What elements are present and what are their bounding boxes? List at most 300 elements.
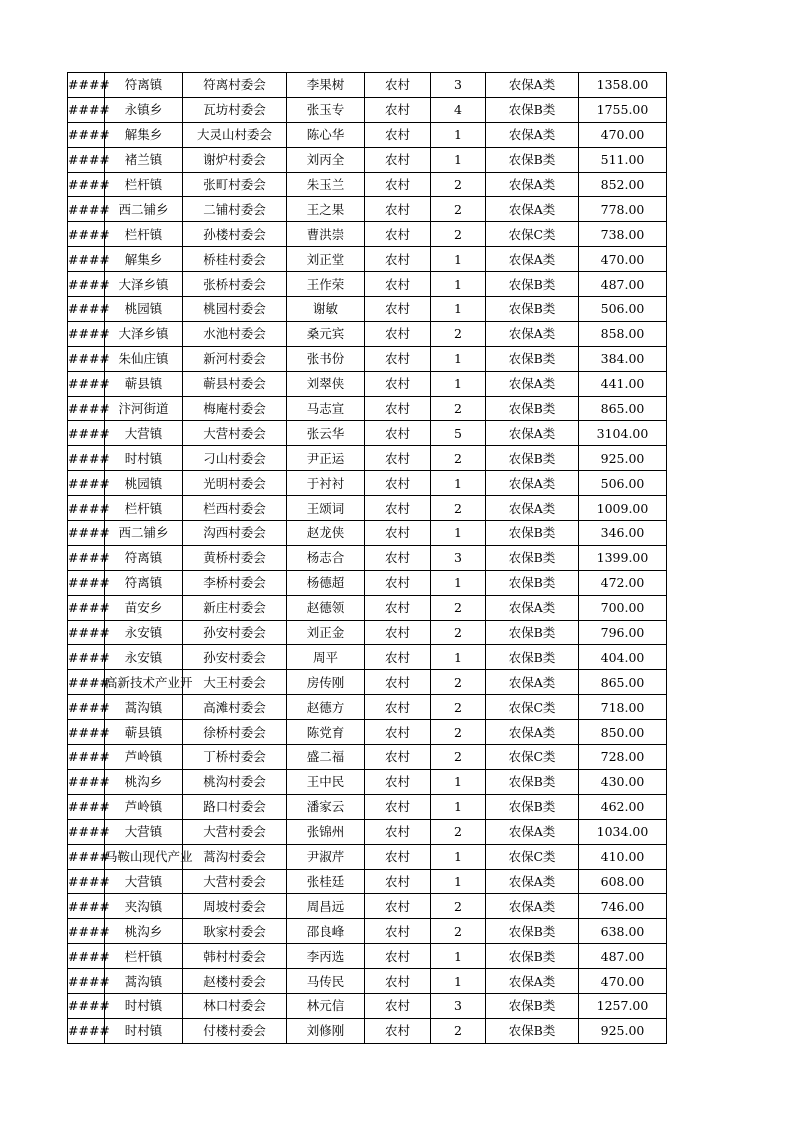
village-committee-cell: 大灵山村委会 xyxy=(183,122,287,147)
town-cell: 西二铺乡 xyxy=(105,197,183,222)
town-cell: 夹沟镇 xyxy=(105,894,183,919)
town-cell: 永镇乡 xyxy=(105,97,183,122)
area-type-cell: 农村 xyxy=(365,745,431,770)
town-cell: 西二铺乡 xyxy=(105,521,183,546)
village-committee-cell: 林口村委会 xyxy=(183,993,287,1018)
household-count-cell: 1 xyxy=(431,247,486,272)
town-cell: 时村镇 xyxy=(105,446,183,471)
household-count-cell: 1 xyxy=(431,147,486,172)
town-cell: 栏杆镇 xyxy=(105,944,183,969)
household-count-cell: 1 xyxy=(431,794,486,819)
area-type-cell: 农村 xyxy=(365,471,431,496)
area-type-cell: 农村 xyxy=(365,545,431,570)
area-type-cell: 农村 xyxy=(365,869,431,894)
row-id-cell: #### xyxy=(68,620,105,645)
person-name-cell: 周昌远 xyxy=(287,894,365,919)
household-count-cell: 2 xyxy=(431,1018,486,1043)
town-cell: 时村镇 xyxy=(105,993,183,1018)
town-cell: 大营镇 xyxy=(105,421,183,446)
area-type-cell: 农村 xyxy=(365,620,431,645)
town-cell: 朱仙庄镇 xyxy=(105,346,183,371)
household-count-cell: 1 xyxy=(431,869,486,894)
area-type-cell: 农村 xyxy=(365,446,431,471)
household-count-cell: 2 xyxy=(431,819,486,844)
village-committee-cell: 瓦坊村委会 xyxy=(183,97,287,122)
area-type-cell: 农村 xyxy=(365,769,431,794)
area-type-cell: 农村 xyxy=(365,645,431,670)
amount-cell: 865.00 xyxy=(579,670,667,695)
person-name-cell: 朱玉兰 xyxy=(287,172,365,197)
village-committee-cell: 大王村委会 xyxy=(183,670,287,695)
village-committee-cell: 黄桥村委会 xyxy=(183,545,287,570)
insurance-type-cell: 农保B类 xyxy=(486,97,579,122)
area-type-cell: 农村 xyxy=(365,521,431,546)
table-row xyxy=(68,471,667,496)
row-id-cell: #### xyxy=(68,1018,105,1043)
person-name-cell: 赵龙侠 xyxy=(287,521,365,546)
table-row xyxy=(68,496,667,521)
table-row xyxy=(68,172,667,197)
person-name-cell: 谢敏 xyxy=(287,297,365,322)
table-row xyxy=(68,446,667,471)
row-id-cell: #### xyxy=(68,147,105,172)
area-type-cell: 农村 xyxy=(365,595,431,620)
amount-cell: 865.00 xyxy=(579,396,667,421)
village-committee-cell: 大营村委会 xyxy=(183,869,287,894)
table-row xyxy=(68,670,667,695)
village-committee-cell: 大营村委会 xyxy=(183,819,287,844)
village-committee-cell: 梅庵村委会 xyxy=(183,396,287,421)
insurance-type-cell: 农保A类 xyxy=(486,421,579,446)
village-committee-cell: 张町村委会 xyxy=(183,172,287,197)
town-cell: 芦岭镇 xyxy=(105,745,183,770)
person-name-cell: 杨德超 xyxy=(287,570,365,595)
amount-cell: 346.00 xyxy=(579,521,667,546)
insurance-type-cell: 农保B类 xyxy=(486,794,579,819)
amount-cell: 728.00 xyxy=(579,745,667,770)
row-id-cell: #### xyxy=(68,745,105,770)
table-row xyxy=(68,321,667,346)
insurance-type-cell: 农保A类 xyxy=(486,172,579,197)
row-id-cell: #### xyxy=(68,894,105,919)
row-id-cell: #### xyxy=(68,919,105,944)
household-count-cell: 1 xyxy=(431,944,486,969)
table-row xyxy=(68,1018,667,1043)
row-id-cell: #### xyxy=(68,869,105,894)
household-count-cell: 1 xyxy=(431,346,486,371)
amount-cell: 506.00 xyxy=(579,297,667,322)
village-committee-cell: 新河村委会 xyxy=(183,346,287,371)
person-name-cell: 王之果 xyxy=(287,197,365,222)
village-committee-cell: 耿家村委会 xyxy=(183,919,287,944)
household-count-cell: 1 xyxy=(431,570,486,595)
row-id-cell: #### xyxy=(68,73,105,98)
village-committee-cell: 桃园村委会 xyxy=(183,297,287,322)
town-cell: 大营镇 xyxy=(105,869,183,894)
area-type-cell: 农村 xyxy=(365,321,431,346)
amount-cell: 430.00 xyxy=(579,769,667,794)
insurance-type-cell: 农保A类 xyxy=(486,720,579,745)
household-count-cell: 2 xyxy=(431,222,486,247)
row-id-cell: #### xyxy=(68,521,105,546)
row-id-cell: #### xyxy=(68,371,105,396)
village-committee-cell: 孙楼村委会 xyxy=(183,222,287,247)
household-count-cell: 2 xyxy=(431,745,486,770)
row-id-cell: #### xyxy=(68,321,105,346)
household-count-cell: 2 xyxy=(431,446,486,471)
row-id-cell: #### xyxy=(68,471,105,496)
area-type-cell: 农村 xyxy=(365,247,431,272)
village-committee-cell: 赵楼村委会 xyxy=(183,969,287,994)
area-type-cell: 农村 xyxy=(365,297,431,322)
amount-cell: 472.00 xyxy=(579,570,667,595)
household-count-cell: 2 xyxy=(431,620,486,645)
data-table xyxy=(67,72,667,1044)
household-count-cell: 3 xyxy=(431,545,486,570)
person-name-cell: 刘翠侠 xyxy=(287,371,365,396)
town-cell: 马鞍山现代产业 xyxy=(105,844,183,869)
town-cell: 栏杆镇 xyxy=(105,222,183,247)
area-type-cell: 农村 xyxy=(365,844,431,869)
village-committee-cell: 蕲县村委会 xyxy=(183,371,287,396)
person-name-cell: 马志宣 xyxy=(287,396,365,421)
household-count-cell: 1 xyxy=(431,645,486,670)
insurance-type-cell: 农保B类 xyxy=(486,346,579,371)
insurance-type-cell: 农保A类 xyxy=(486,122,579,147)
area-type-cell: 农村 xyxy=(365,421,431,446)
town-cell: 大泽乡镇 xyxy=(105,321,183,346)
amount-cell: 1358.00 xyxy=(579,73,667,98)
household-count-cell: 1 xyxy=(431,969,486,994)
row-id-cell: #### xyxy=(68,396,105,421)
village-committee-cell: 李桥村委会 xyxy=(183,570,287,595)
person-name-cell: 于衬衬 xyxy=(287,471,365,496)
village-committee-cell: 谢炉村委会 xyxy=(183,147,287,172)
person-name-cell: 林元信 xyxy=(287,993,365,1018)
table-row xyxy=(68,371,667,396)
area-type-cell: 农村 xyxy=(365,819,431,844)
amount-cell: 858.00 xyxy=(579,321,667,346)
amount-cell: 470.00 xyxy=(579,122,667,147)
amount-cell: 1009.00 xyxy=(579,496,667,521)
area-type-cell: 农村 xyxy=(365,97,431,122)
village-committee-cell: 周坡村委会 xyxy=(183,894,287,919)
area-type-cell: 农村 xyxy=(365,172,431,197)
village-committee-cell: 徐桥村委会 xyxy=(183,720,287,745)
amount-cell: 506.00 xyxy=(579,471,667,496)
person-name-cell: 王颂词 xyxy=(287,496,365,521)
household-count-cell: 1 xyxy=(431,272,486,297)
insurance-type-cell: 农保C类 xyxy=(486,844,579,869)
insurance-type-cell: 农保A类 xyxy=(486,819,579,844)
amount-cell: 384.00 xyxy=(579,346,667,371)
household-count-cell: 1 xyxy=(431,122,486,147)
area-type-cell: 农村 xyxy=(365,570,431,595)
area-type-cell: 农村 xyxy=(365,272,431,297)
amount-cell: 462.00 xyxy=(579,794,667,819)
insurance-type-cell: 农保B类 xyxy=(486,446,579,471)
area-type-cell: 农村 xyxy=(365,695,431,720)
amount-cell: 638.00 xyxy=(579,919,667,944)
table-row xyxy=(68,745,667,770)
town-cell: 桃沟乡 xyxy=(105,769,183,794)
town-cell: 栏杆镇 xyxy=(105,172,183,197)
row-id-cell: #### xyxy=(68,496,105,521)
table-row xyxy=(68,620,667,645)
person-name-cell: 刘修刚 xyxy=(287,1018,365,1043)
row-id-cell: #### xyxy=(68,819,105,844)
household-count-cell: 5 xyxy=(431,421,486,446)
amount-cell: 925.00 xyxy=(579,1018,667,1043)
village-committee-cell: 路口村委会 xyxy=(183,794,287,819)
area-type-cell: 农村 xyxy=(365,346,431,371)
person-name-cell: 潘家云 xyxy=(287,794,365,819)
village-committee-cell: 蒿沟村委会 xyxy=(183,844,287,869)
village-committee-cell: 栏西村委会 xyxy=(183,496,287,521)
village-committee-cell: 符离村委会 xyxy=(183,73,287,98)
row-id-cell: #### xyxy=(68,969,105,994)
insurance-type-cell: 农保B类 xyxy=(486,272,579,297)
household-count-cell: 2 xyxy=(431,321,486,346)
row-id-cell: #### xyxy=(68,122,105,147)
insurance-type-cell: 农保A类 xyxy=(486,471,579,496)
insurance-type-cell: 农保B类 xyxy=(486,645,579,670)
town-cell: 解集乡 xyxy=(105,122,183,147)
person-name-cell: 周平 xyxy=(287,645,365,670)
amount-cell: 850.00 xyxy=(579,720,667,745)
row-id-cell: #### xyxy=(68,197,105,222)
amount-cell: 852.00 xyxy=(579,172,667,197)
amount-cell: 441.00 xyxy=(579,371,667,396)
table-row xyxy=(68,919,667,944)
town-cell: 永安镇 xyxy=(105,645,183,670)
person-name-cell: 赵德领 xyxy=(287,595,365,620)
town-cell: 时村镇 xyxy=(105,1018,183,1043)
area-type-cell: 农村 xyxy=(365,396,431,421)
row-id-cell: #### xyxy=(68,247,105,272)
town-cell: 栏杆镇 xyxy=(105,496,183,521)
town-cell: 汴河街道 xyxy=(105,396,183,421)
person-name-cell: 尹正运 xyxy=(287,446,365,471)
person-name-cell: 赵德方 xyxy=(287,695,365,720)
household-count-cell: 2 xyxy=(431,396,486,421)
village-committee-cell: 光明村委会 xyxy=(183,471,287,496)
table-row xyxy=(68,545,667,570)
area-type-cell: 农村 xyxy=(365,496,431,521)
village-committee-cell: 丁桥村委会 xyxy=(183,745,287,770)
village-committee-cell: 桃沟村委会 xyxy=(183,769,287,794)
table-row xyxy=(68,222,667,247)
table-row xyxy=(68,570,667,595)
household-count-cell: 2 xyxy=(431,695,486,720)
town-cell: 大泽乡镇 xyxy=(105,272,183,297)
row-id-cell: #### xyxy=(68,446,105,471)
insurance-type-cell: 农保B类 xyxy=(486,545,579,570)
amount-cell: 796.00 xyxy=(579,620,667,645)
area-type-cell: 农村 xyxy=(365,919,431,944)
area-type-cell: 农村 xyxy=(365,147,431,172)
person-name-cell: 桑元宾 xyxy=(287,321,365,346)
table-row xyxy=(68,944,667,969)
insurance-type-cell: 农保B类 xyxy=(486,769,579,794)
amount-cell: 511.00 xyxy=(579,147,667,172)
insurance-type-cell: 农保A类 xyxy=(486,247,579,272)
village-committee-cell: 韩村村委会 xyxy=(183,944,287,969)
area-type-cell: 农村 xyxy=(365,894,431,919)
household-count-cell: 2 xyxy=(431,496,486,521)
town-cell: 桃沟乡 xyxy=(105,919,183,944)
row-id-cell: #### xyxy=(68,272,105,297)
amount-cell: 700.00 xyxy=(579,595,667,620)
area-type-cell: 农村 xyxy=(365,969,431,994)
person-name-cell: 刘正堂 xyxy=(287,247,365,272)
household-count-cell: 1 xyxy=(431,521,486,546)
amount-cell: 746.00 xyxy=(579,894,667,919)
row-id-cell: #### xyxy=(68,172,105,197)
town-cell: 芦岭镇 xyxy=(105,794,183,819)
household-count-cell: 2 xyxy=(431,919,486,944)
row-id-cell: #### xyxy=(68,794,105,819)
person-name-cell: 马传民 xyxy=(287,969,365,994)
insurance-type-cell: 农保A类 xyxy=(486,496,579,521)
village-committee-cell: 张桥村委会 xyxy=(183,272,287,297)
household-count-cell: 2 xyxy=(431,595,486,620)
household-count-cell: 2 xyxy=(431,197,486,222)
town-cell: 永安镇 xyxy=(105,620,183,645)
area-type-cell: 农村 xyxy=(365,670,431,695)
insurance-type-cell: 农保B类 xyxy=(486,919,579,944)
area-type-cell: 农村 xyxy=(365,197,431,222)
row-id-cell: #### xyxy=(68,421,105,446)
person-name-cell: 盛二福 xyxy=(287,745,365,770)
town-cell: 符离镇 xyxy=(105,73,183,98)
insurance-type-cell: 农保B类 xyxy=(486,297,579,322)
person-name-cell: 房传刚 xyxy=(287,670,365,695)
table-row xyxy=(68,819,667,844)
person-name-cell: 张锦州 xyxy=(287,819,365,844)
row-id-cell: #### xyxy=(68,346,105,371)
insurance-type-cell: 农保B类 xyxy=(486,521,579,546)
amount-cell: 470.00 xyxy=(579,247,667,272)
insurance-type-cell: 农保B类 xyxy=(486,570,579,595)
row-id-cell: #### xyxy=(68,595,105,620)
amount-cell: 487.00 xyxy=(579,272,667,297)
table-row xyxy=(68,645,667,670)
insurance-type-cell: 农保A类 xyxy=(486,595,579,620)
village-committee-cell: 沟西村委会 xyxy=(183,521,287,546)
row-id-cell: #### xyxy=(68,645,105,670)
town-cell: 符离镇 xyxy=(105,570,183,595)
row-id-cell: #### xyxy=(68,720,105,745)
insurance-type-cell: 农保A类 xyxy=(486,894,579,919)
household-count-cell: 2 xyxy=(431,894,486,919)
area-type-cell: 农村 xyxy=(365,1018,431,1043)
table-row xyxy=(68,272,667,297)
village-committee-cell: 新庄村委会 xyxy=(183,595,287,620)
village-committee-cell: 大营村委会 xyxy=(183,421,287,446)
person-name-cell: 张桂廷 xyxy=(287,869,365,894)
household-count-cell: 3 xyxy=(431,73,486,98)
village-committee-cell: 二铺村委会 xyxy=(183,197,287,222)
village-committee-cell: 孙安村委会 xyxy=(183,620,287,645)
insurance-type-cell: 农保C类 xyxy=(486,695,579,720)
household-count-cell: 1 xyxy=(431,844,486,869)
village-committee-cell: 高滩村委会 xyxy=(183,695,287,720)
table-row xyxy=(68,969,667,994)
household-count-cell: 2 xyxy=(431,670,486,695)
insurance-type-cell: 农保B类 xyxy=(486,396,579,421)
household-count-cell: 1 xyxy=(431,471,486,496)
table-row xyxy=(68,595,667,620)
town-cell: 符离镇 xyxy=(105,545,183,570)
amount-cell: 404.00 xyxy=(579,645,667,670)
insurance-type-cell: 农保A类 xyxy=(486,197,579,222)
person-name-cell: 陈党育 xyxy=(287,720,365,745)
table-row xyxy=(68,97,667,122)
person-name-cell: 张玉专 xyxy=(287,97,365,122)
row-id-cell: #### xyxy=(68,769,105,794)
insurance-type-cell: 农保A类 xyxy=(486,969,579,994)
row-id-cell: #### xyxy=(68,695,105,720)
household-count-cell: 4 xyxy=(431,97,486,122)
table-row xyxy=(68,695,667,720)
row-id-cell: #### xyxy=(68,297,105,322)
village-committee-cell: 刁山村委会 xyxy=(183,446,287,471)
person-name-cell: 尹淑芹 xyxy=(287,844,365,869)
village-committee-cell: 付楼村委会 xyxy=(183,1018,287,1043)
area-type-cell: 农村 xyxy=(365,122,431,147)
person-name-cell: 曹洪崇 xyxy=(287,222,365,247)
row-id-cell: #### xyxy=(68,222,105,247)
insurance-type-cell: 农保A类 xyxy=(486,869,579,894)
town-cell: 蕲县镇 xyxy=(105,371,183,396)
insurance-type-cell: 农保C类 xyxy=(486,222,579,247)
table-row xyxy=(68,147,667,172)
table-body xyxy=(68,73,667,1044)
area-type-cell: 农村 xyxy=(365,73,431,98)
town-cell: 苗安乡 xyxy=(105,595,183,620)
village-committee-cell: 孙安村委会 xyxy=(183,645,287,670)
amount-cell: 470.00 xyxy=(579,969,667,994)
table-row xyxy=(68,769,667,794)
town-cell: 桃园镇 xyxy=(105,297,183,322)
table-row xyxy=(68,197,667,222)
area-type-cell: 农村 xyxy=(365,794,431,819)
insurance-type-cell: 农保A类 xyxy=(486,670,579,695)
town-cell: 大营镇 xyxy=(105,819,183,844)
amount-cell: 738.00 xyxy=(579,222,667,247)
table-row xyxy=(68,396,667,421)
person-name-cell: 张书份 xyxy=(287,346,365,371)
amount-cell: 778.00 xyxy=(579,197,667,222)
person-name-cell: 陈心华 xyxy=(287,122,365,147)
town-cell: 蒿沟镇 xyxy=(105,695,183,720)
area-type-cell: 农村 xyxy=(365,944,431,969)
table-row xyxy=(68,122,667,147)
amount-cell: 1257.00 xyxy=(579,993,667,1018)
insurance-type-cell: 农保B类 xyxy=(486,1018,579,1043)
row-id-cell: #### xyxy=(68,570,105,595)
area-type-cell: 农村 xyxy=(365,371,431,396)
row-id-cell: #### xyxy=(68,670,105,695)
row-id-cell: #### xyxy=(68,844,105,869)
village-committee-cell: 桥桂村委会 xyxy=(183,247,287,272)
town-cell: 蒿沟镇 xyxy=(105,969,183,994)
amount-cell: 718.00 xyxy=(579,695,667,720)
table-row xyxy=(68,869,667,894)
household-count-cell: 1 xyxy=(431,371,486,396)
row-id-cell: #### xyxy=(68,944,105,969)
